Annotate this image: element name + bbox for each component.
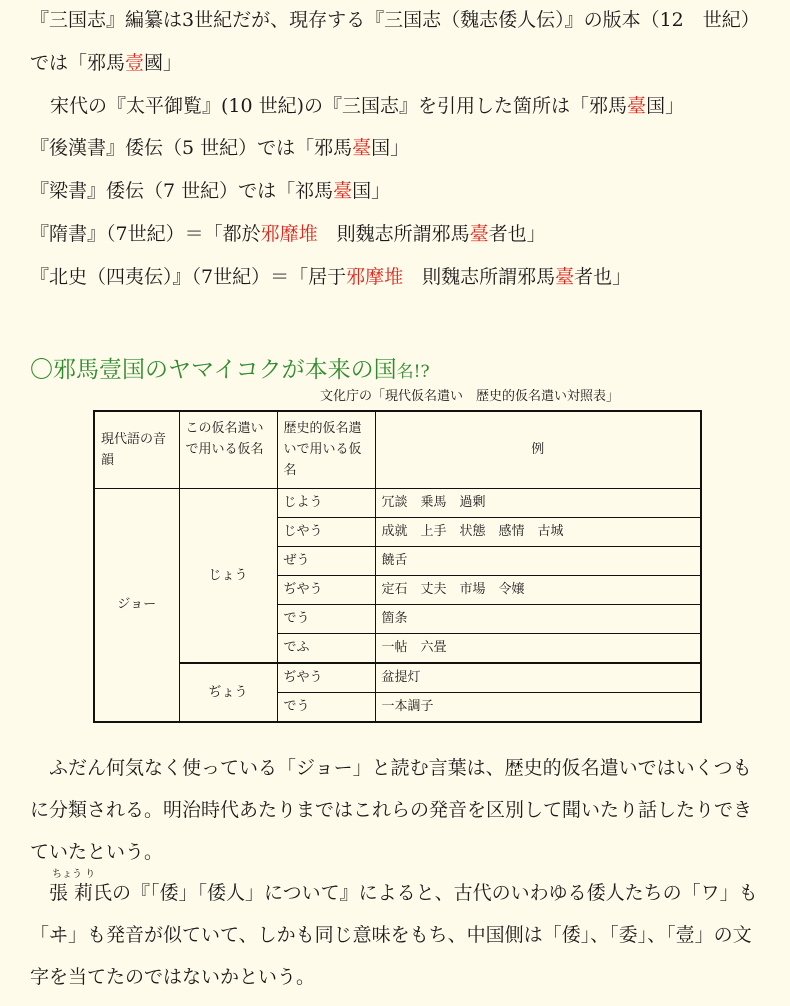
paragraph-kana-note: ふだん何気なく使っている「ジョー」と読む言葉は、歴史的仮名遣いではいくつもに分類される。明治時代あたりまではこれらの発音を区別して聞いたり話したりできていたという。 (30, 757, 753, 863)
highlighted-text: 臺 (352, 137, 372, 159)
highlighted-text: 臺 (469, 223, 489, 245)
section-heading-main: 〇邪馬壹国のヤマイコクが本来の国 (30, 357, 397, 383)
examples-cell: 一帖 六畳 (375, 633, 701, 663)
line-text: 者也」 (574, 266, 632, 288)
intro-line (30, 8, 760, 32)
kana-cell: ぢょう (179, 663, 277, 722)
line-text: 則魏志所謂邪馬 (317, 223, 470, 245)
line-text: 『梁書』倭伝（7 世紀）では「祁馬 (30, 180, 334, 202)
highlighted-text: 邪摩堆 (346, 266, 404, 288)
examples-cell: 成就 上手 状態 感情 古城 (375, 517, 701, 546)
intro-line (30, 51, 182, 75)
header-examples: 例 (375, 411, 701, 488)
highlighted-text: 臺 (627, 95, 647, 117)
paragraph-chang-li: 張 莉氏の『「倭」「倭人」について』によると、古代のいわゆる倭人たちの「ワ」も「ヰ」も発音が似ていて、しかも同じ意味をもち、中国側は「倭」、「委」、「壹」の文字を当てたのではないかという。 (30, 882, 758, 988)
line-text: 國」 (144, 52, 183, 74)
table-row (94, 663, 701, 693)
intro-line (30, 136, 409, 160)
line-text: 宋代の『太平御覧』(10 世紀)の『三国志』を引用した箇所は「邪馬 (50, 95, 628, 117)
table-header-row (94, 411, 701, 488)
onin-cell: ジョー (94, 488, 179, 722)
table-row (94, 488, 701, 517)
historical-kana-cell: じやう (277, 517, 375, 546)
header-kana: この仮名遣いで用いる仮名 (179, 411, 277, 488)
section-heading (30, 356, 430, 386)
name-ruby: ちょう り (52, 869, 96, 880)
line-text: 則魏志所謂邪馬 (403, 266, 556, 288)
examples-cell: 冗談 乗馬 過剰 (375, 488, 701, 517)
historical-kana-cell: でう (277, 692, 375, 722)
header-onin: 現代語の音韻 (94, 411, 179, 488)
line-text: 者也」 (488, 223, 546, 245)
examples-cell: 箇条 (375, 604, 701, 633)
line-text: 国」 (371, 137, 410, 159)
intro-line (30, 179, 390, 203)
intro-line (30, 222, 546, 246)
historical-kana-cell: じよう (277, 488, 375, 517)
line-text: 国」 (646, 95, 685, 117)
header-historical-kana: 歴史的仮名遣いで用いる仮名 (277, 411, 375, 488)
examples-cell: 定石 丈夫 市場 令嬢 (375, 575, 701, 604)
table-caption: 文化庁の「現代仮名遣い 歴史的仮名遣い対照表」 (320, 389, 620, 404)
line-text: 国」 (352, 180, 391, 202)
highlighted-text: 臺 (555, 266, 575, 288)
historical-kana-cell: でふ (277, 633, 375, 663)
historical-kana-cell: でう (277, 604, 375, 633)
historical-kana-cell: ぜう (277, 546, 375, 575)
line-text: 『北史（四夷伝）』（7世紀）＝「居于 (30, 266, 347, 288)
examples-cell: 一本調子 (375, 692, 701, 722)
intro-line (30, 265, 631, 289)
highlighted-text: 壹 (125, 52, 145, 74)
kana-cell: じょう (179, 488, 277, 663)
line-text: では「邪馬 (30, 52, 126, 74)
examples-cell: 盆提灯 (375, 663, 701, 693)
section-heading-suffix: 名!? (396, 362, 430, 382)
highlighted-text: 臺 (333, 180, 353, 202)
line-text: 『後漢書』倭伝（5 世紀）では「邪馬 (30, 137, 353, 159)
kana-usage-table (93, 410, 702, 723)
line-text: 『隋書』（7世紀）＝「都於 (30, 223, 261, 245)
historical-kana-cell: ぢやう (277, 663, 375, 693)
line-text: 『三国志』編纂は3世紀だが、現存する『三国志（魏志倭人伝）』の版本（12 世紀） (30, 9, 760, 31)
highlighted-text: 邪靡堆 (260, 223, 318, 245)
historical-kana-cell: ぢやう (277, 575, 375, 604)
intro-line (50, 94, 684, 118)
examples-cell: 饒舌 (375, 546, 701, 575)
